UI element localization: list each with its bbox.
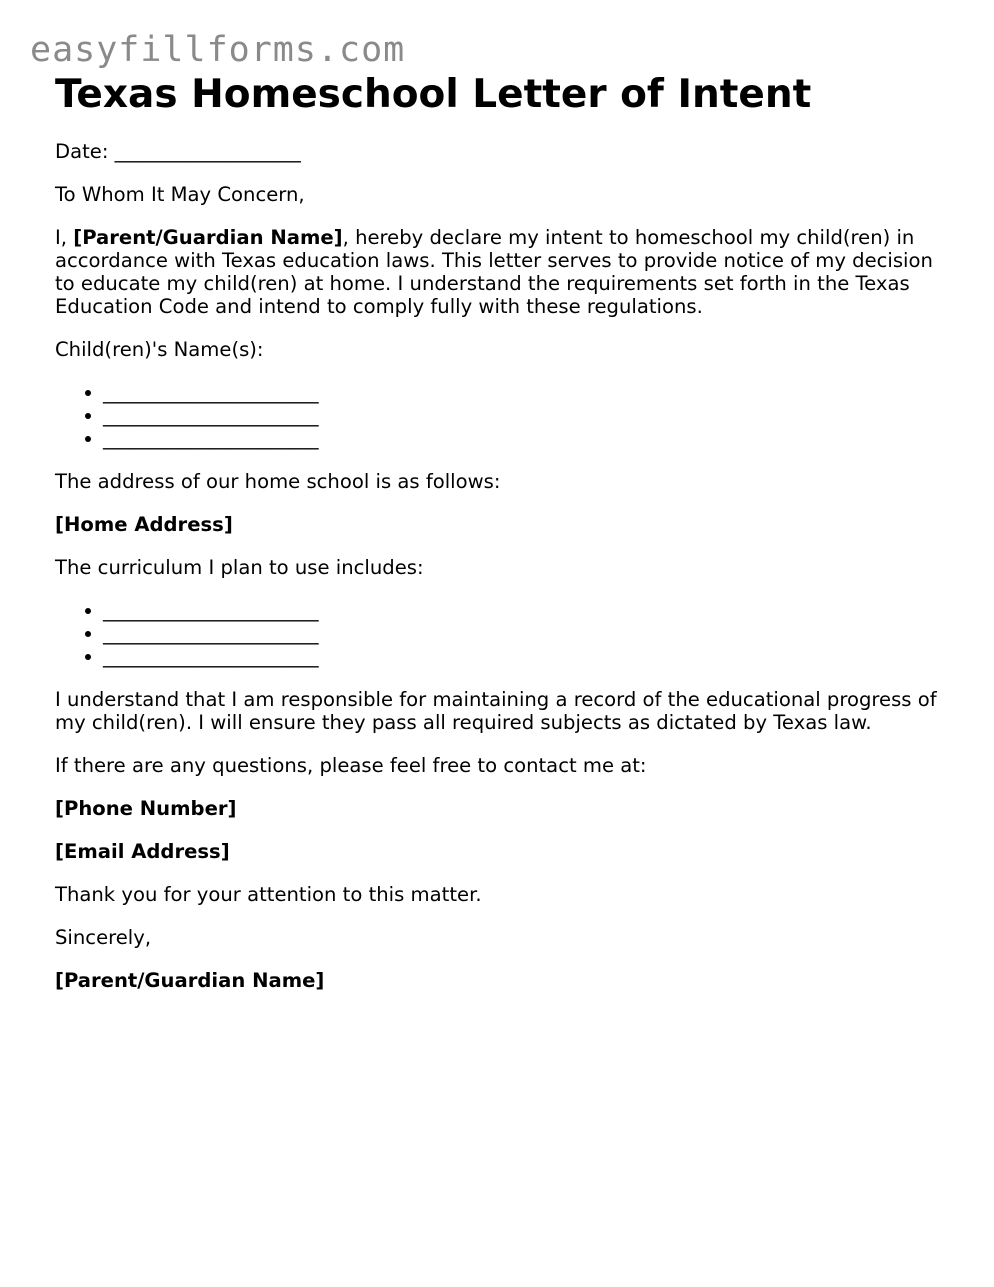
intro-prefix: I, xyxy=(55,226,68,249)
thanks-line: Thank you for your attention to this matter. xyxy=(55,883,482,906)
curriculum-label: The curriculum I plan to use includes: xyxy=(55,556,424,579)
date-line xyxy=(55,140,945,163)
responsibility-paragraph: I understand that I am responsible for maintaining a record of the educational progress of my child(ren). I will ensure they pass all required subjects as dictated by Texas law. xyxy=(55,688,937,734)
children-label: Child(ren)'s Name(s): xyxy=(55,338,264,361)
date-blank: ___________________ xyxy=(114,140,301,163)
intro-paragraph xyxy=(55,226,945,318)
date-label: Date: xyxy=(55,140,109,163)
intro-parent-name: [Parent/Guardian Name] xyxy=(73,226,343,249)
list-item: ______________________ xyxy=(83,404,945,427)
salutation: To Whom It May Concern, xyxy=(55,183,305,206)
intro-rest: , hereby declare my intent to homeschool my child(ren) in accordance with Texas education laws. This letter serves to provide notice of my decision to educate my child(ren) at home. I understand the requirements set forth in the Texas Education Code and intend to comply fully with these regulations. xyxy=(55,226,933,318)
list-item: ______________________ xyxy=(83,645,945,668)
signature-name: [Parent/Guardian Name] xyxy=(55,969,325,992)
home-address: [Home Address] xyxy=(55,513,233,536)
contact-intro: If there are any questions, please feel free to contact me at: xyxy=(55,754,647,777)
list-item: ______________________ xyxy=(83,599,945,622)
list-item: ______________________ xyxy=(83,622,945,645)
list-item: ______________________ xyxy=(83,381,945,404)
document-title: Texas Homeschool Letter of Intent xyxy=(55,72,812,117)
children-list xyxy=(83,381,945,450)
email-address: [Email Address] xyxy=(55,840,230,863)
watermark: easyfillforms.com xyxy=(30,30,406,70)
closing: Sincerely, xyxy=(55,926,152,949)
list-item: ______________________ xyxy=(83,427,945,450)
phone-number: [Phone Number] xyxy=(55,797,237,820)
address-intro: The address of our home school is as follows: xyxy=(55,470,501,493)
letter-document xyxy=(55,72,945,1012)
curriculum-list xyxy=(83,599,945,668)
